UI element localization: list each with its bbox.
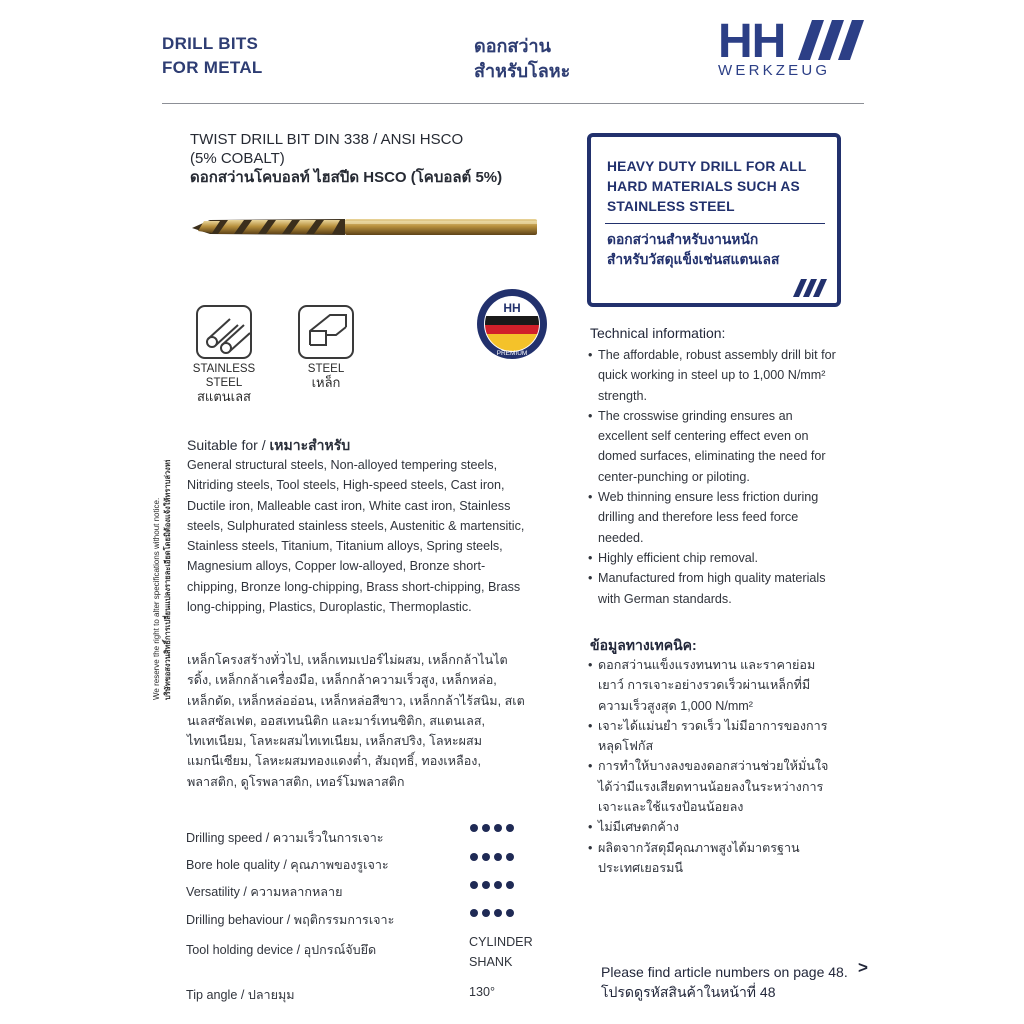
side-disclaimer-th: บริษัทขอสงวนสิทธิ์การเปลี่ยนแปลงรายละเอียดโดยมิต้องแจ้งให้ทราบล่วงหน้า [163, 460, 172, 700]
technical-item-th: • ผลิตจากวัสดุมีคุณภาพสูงได้มาตรฐานประเทศเยอรมนี [588, 838, 838, 879]
technical-list-th [588, 655, 838, 878]
rating-dots-quality [470, 853, 514, 861]
brand-logo-word: WERKZEUG [718, 62, 831, 79]
section-title-th-line1: ดอกสว่าน [474, 36, 551, 56]
rating-label-speed: Drilling speed / ความเร็วในการเจาะ [186, 831, 384, 845]
suitable-heading-th: เหมาะสำหรับ [269, 437, 351, 453]
section-title-th-line2: สำหรับโลหะ [474, 61, 571, 81]
material-label-stainless [180, 362, 268, 404]
section-title-th [474, 34, 570, 84]
rating-dot [470, 881, 478, 889]
highlight-en-line1: HEAVY DUTY DRILL FOR ALL [607, 159, 807, 174]
technical-heading-th: ข้อมูลทางเทคนิค: [590, 637, 697, 653]
premium-badge-icon [476, 288, 548, 360]
rating-dot [482, 853, 490, 861]
drill-bit-image [190, 212, 540, 242]
rating-dots-speed [470, 824, 514, 832]
highlight-divider [605, 223, 825, 224]
tip-angle-value: 130° [469, 985, 496, 999]
footer-note [601, 962, 848, 1002]
section-title-en-line1: DRILL BITS [162, 34, 259, 53]
footer-note-en: Please find article numbers on page 48. [601, 964, 848, 980]
tool-holding-value [469, 932, 533, 972]
rating-label-quality: Bore hole quality / คุณภาพของรูเจาะ [186, 858, 389, 872]
tip-angle-label: Tip angle / ปลายมุม [186, 988, 295, 1002]
material-label-stainless-en: STAINLESS [192, 363, 256, 375]
product-title [190, 130, 502, 187]
header-divider [162, 103, 864, 104]
rating-dots-versatility [470, 881, 514, 889]
material-label-steel [284, 362, 368, 390]
rating-dot [494, 909, 502, 917]
rating-dot [482, 824, 490, 832]
badge-text: PREMIUM [496, 350, 528, 357]
highlight-th-line1: ดอกสว่านสำหรับงานหนัก [607, 232, 759, 247]
rating-dots-behaviour [470, 909, 514, 917]
rating-dot [506, 909, 514, 917]
technical-item: • The affordable, robust assembly drill bit for quick working in steel up to 1,000 N/mm² strength. [588, 345, 838, 406]
product-title-line2: (5% COBALT) [190, 150, 285, 167]
rating-dot [482, 881, 490, 889]
material-label-stainless-th: สแตนเลส [197, 389, 251, 404]
tool-holding-label: Tool holding device / อุปกรณ์จับยึด [186, 943, 377, 957]
material-label-stainless-en2: STEEL [205, 377, 243, 389]
suitable-heading [187, 435, 350, 457]
rating-dot [470, 853, 478, 861]
technical-item-th: • การทำให้บางลงของดอกสว่านช่วยให้มั่นใจได้ว่ามีแรงเสียดทานน้อยลงในระหว่างการเจาะและใช้แรงป้อนน้อยลง [588, 756, 838, 817]
badge-mark: HH [503, 301, 521, 315]
tool-holding-value-line2: SHANK [469, 955, 513, 969]
technical-item: • Highly efficient chip removal. [588, 548, 838, 568]
section-title-en-line2: FOR METAL [162, 58, 263, 77]
technical-item: • Web thinning ensure less friction during drilling and therefore less feed force needed. [588, 487, 838, 548]
technical-item: • Manufactured from high quality materials with German standards. [588, 568, 838, 609]
material-label-steel-en: STEEL [307, 363, 345, 375]
rating-dot [494, 824, 502, 832]
product-title-line1: TWIST DRILL BIT DIN 338 / ANSI HSCO [190, 131, 464, 148]
brand-logo-mark: HH [718, 15, 786, 68]
suitable-text-th: เหล็กโครงสร้างทั่วไป, เหล็กเทมเปอร์ไม่ผสม, เหล็กกล้าไนไตรดิ้ง, เหล็กกล้าเครื่องมือ, เหล็กกล้าความเร็วสูง, เหล็กหล่อ, เหล็กดัด, เหล็กหล่ออ่อน, เหล็กหล่อสีขาว, เหล็กกล้าไร้สนิม, สเตนเลสซัลเฟต, ออสเทนนิติก และมาร์เทนซิติก, สแตนเลส, ไทเทเนียม, โลหะผสมไทเทเนียม, เหล็กสปริง, โลหะผสมแมกนีเซียม, โลหะผสมทองแดงต่ำ, สัมฤทธิ์, ทองเหลือง, พลาสติก, ดูโรพลาสติก, เทอร์โมพลาสติก [187, 653, 525, 789]
footer-note-th: โปรดดูรหัสสินค้าในหน้าที่ 48 [601, 984, 776, 1000]
rating-dot [482, 909, 490, 917]
rating-dot [494, 853, 502, 861]
side-disclaimer-en: We reserve the right to alter specifications without notice. [152, 497, 161, 700]
rating-dot [506, 824, 514, 832]
rating-label-behaviour: Drilling behaviour / พฤติกรรมการเจาะ [186, 913, 395, 927]
rating-dot [470, 824, 478, 832]
steel-profile-icon [298, 305, 354, 359]
highlight-slashes-icon [793, 279, 829, 297]
rating-dot [470, 909, 478, 917]
rating-label-versatility: Versatility / ความหลากหลาย [186, 885, 343, 899]
highlight-en-line2: HARD MATERIALS SUCH AS [607, 179, 800, 194]
next-page-arrow-icon[interactable]: > [858, 958, 868, 977]
highlight-en-line3: STAINLESS STEEL [607, 199, 735, 214]
rating-dot [506, 853, 514, 861]
material-label-steel-th: เหล็ก [311, 375, 341, 390]
technical-list [588, 345, 838, 609]
highlight-text-th [607, 230, 779, 270]
highlight-box [587, 133, 841, 307]
rating-dot [494, 881, 502, 889]
highlight-text-en [607, 157, 807, 217]
tool-holding-value-line1: CYLINDER [469, 935, 533, 949]
stainless-tube-icon [196, 305, 252, 359]
rating-dot [506, 881, 514, 889]
suitable-text-en: General structural steels, Non-alloyed tempering steels, Nitriding steels, Tool steels, High-speed steels, Cast iron, Ductile iron, Malleable cast iron, White cast iron, Stainless steels, Sulphurated stainless steels, Austenitic & martensitic, Stainless steels, Titanium, Titanium alloys, Spring steels, Magnesium alloys, Copper low-alloyed, Bronze short-chipping, Bronze long-chipping, Brass short-chipping, Brass long-chipping, Plastics, Duroplastic, Thermoplastic. [187, 458, 525, 615]
technical-heading: Technical information: [590, 325, 726, 341]
product-title-th: ดอกสว่านโคบอลท์ ไฮสปีด HSCO (โคบอลต์ 5%) [190, 169, 503, 186]
brand-logo [716, 14, 876, 84]
highlight-th-line2: สำหรับวัสดุแข็งเช่นสแตนเลส [607, 252, 780, 267]
brand-slashes-icon [798, 20, 868, 60]
suitable-heading-en: Suitable for / [187, 437, 270, 453]
technical-item-th: • ไม่มีเศษตกค้าง [588, 817, 838, 837]
section-title-en [162, 32, 263, 80]
side-disclaimer [150, 460, 174, 700]
technical-item: • The crosswise grinding ensures an excellent self centering effect even on domed surfaces, eliminating the need for center-punching or piloting. [588, 406, 838, 487]
technical-item-th: • ดอกสว่านแข็งแรงทนทาน และราคาย่อมเยาว์ การเจาะอย่างรวดเร็วผ่านเหล็กที่มีความเร็วสูงสุด 1,000 N/mm² [588, 655, 838, 716]
technical-item-th: • เจาะได้แม่นยำ รวดเร็ว ไม่มีอาการของการหลุดโฟกัส [588, 716, 838, 757]
